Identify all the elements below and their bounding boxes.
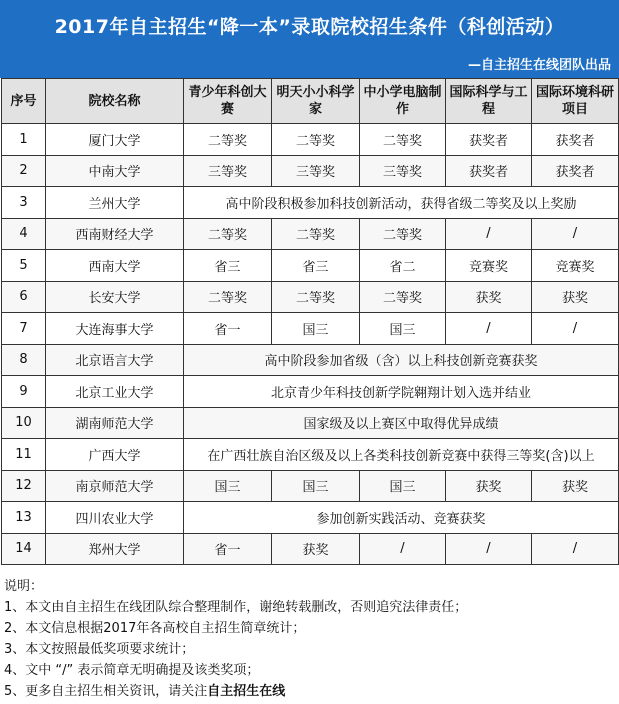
note-item: 3、本文按照最低奖项要求统计；	[4, 642, 195, 657]
table-row	[2, 313, 619, 345]
notes-section	[4, 576, 616, 702]
table-row	[2, 124, 619, 156]
cell-youth-contest: 省一	[184, 533, 272, 565]
table-row	[2, 470, 619, 502]
cell-little-scientist: 国三	[272, 313, 360, 345]
notes-heading: 说明：	[4, 579, 44, 594]
cell-intl-env: 获奖	[532, 281, 619, 313]
cell-school: 北京工业大学	[46, 376, 184, 408]
cell-youth-contest: 省一	[184, 313, 272, 345]
cell-computer-making: 国三	[360, 313, 446, 345]
cell-intl-env: 获奖者	[532, 155, 619, 187]
cell-no: 12	[2, 470, 46, 502]
cell-little-scientist: 二等奖	[272, 124, 360, 156]
note-item: 2、本文信息根据2017年各高校自主招生简章统计；	[4, 621, 306, 636]
cell-no: 4	[2, 218, 46, 250]
cell-intl-science: /	[446, 313, 532, 345]
cell-merged-requirement: 国家级及以上赛区中取得优异成绩	[184, 407, 619, 439]
cell-school: 长安大学	[46, 281, 184, 313]
cell-intl-science: 获奖	[446, 470, 532, 502]
table-body	[2, 124, 619, 565]
cell-intl-env: 获奖者	[532, 124, 619, 156]
cell-computer-making: /	[360, 533, 446, 565]
cell-little-scientist: 二等奖	[272, 281, 360, 313]
note-last-prefix: 5、更多自主招生相关资讯，请关注	[4, 684, 208, 699]
cell-intl-science: /	[446, 218, 532, 250]
cell-intl-science: /	[446, 533, 532, 565]
cell-school: 西南大学	[46, 250, 184, 282]
col-header-little-scientist: 明天小小科学家	[272, 79, 360, 124]
note-item: 1、本文由自主招生在线团队综合整理制作，谢绝转载删改，否则追究法律责任；	[4, 600, 468, 615]
cell-computer-making: 二等奖	[360, 281, 446, 313]
table-row	[2, 502, 619, 534]
cell-intl-env: 获奖	[532, 470, 619, 502]
cell-computer-making: 省二	[360, 250, 446, 282]
cell-intl-science: 获奖者	[446, 124, 532, 156]
cell-merged-requirement: 参加创新实践活动、竞赛获奖	[184, 502, 619, 534]
cell-intl-science: 获奖者	[446, 155, 532, 187]
note-last-bold: 自主招生在线	[207, 684, 286, 699]
cell-little-scientist: 省三	[272, 250, 360, 282]
cell-school: 四川农业大学	[46, 502, 184, 534]
col-header-no: 序号	[2, 79, 46, 124]
cell-merged-requirement: 北京青少年科技创新学院翱翔计划入选并结业	[184, 376, 619, 408]
cell-youth-contest: 二等奖	[184, 218, 272, 250]
cell-intl-env: /	[532, 218, 619, 250]
table-row	[2, 218, 619, 250]
cell-computer-making: 国三	[360, 470, 446, 502]
cell-no: 8	[2, 344, 46, 376]
table-row	[2, 281, 619, 313]
table-row	[2, 533, 619, 565]
col-header-youth-contest: 青少年科创大赛	[184, 79, 272, 124]
cell-no: 10	[2, 407, 46, 439]
cell-intl-env: /	[532, 533, 619, 565]
cell-intl-env: 竞赛奖	[532, 250, 619, 282]
cell-school: 广西大学	[46, 439, 184, 471]
cell-school: 西南财经大学	[46, 218, 184, 250]
note-item-last	[4, 681, 616, 702]
cell-little-scientist: 国三	[272, 470, 360, 502]
table-row	[2, 187, 619, 219]
byline: —自主招生在线团队出品	[467, 58, 611, 73]
cell-school: 南京师范大学	[46, 470, 184, 502]
table-row	[2, 250, 619, 282]
col-header-intl-env: 国际环境科研项目	[532, 79, 619, 124]
cell-no: 3	[2, 187, 46, 219]
cell-school: 郑州大学	[46, 533, 184, 565]
cell-youth-contest: 二等奖	[184, 124, 272, 156]
cell-merged-requirement: 在广西壮族自治区级及以上各类科技创新竞赛中获得三等奖(含)以上	[184, 439, 619, 471]
cell-computer-making: 二等奖	[360, 218, 446, 250]
cell-computer-making: 三等奖	[360, 155, 446, 187]
table-row	[2, 407, 619, 439]
cell-no: 9	[2, 376, 46, 408]
cell-intl-science: 竞赛奖	[446, 250, 532, 282]
table-row	[2, 155, 619, 187]
cell-youth-contest: 省三	[184, 250, 272, 282]
cell-no: 6	[2, 281, 46, 313]
cell-little-scientist: 获奖	[272, 533, 360, 565]
table-row	[2, 376, 619, 408]
cell-school: 北京语言大学	[46, 344, 184, 376]
cell-school: 兰州大学	[46, 187, 184, 219]
cell-little-scientist: 二等奖	[272, 218, 360, 250]
cell-school: 湖南师范大学	[46, 407, 184, 439]
cell-intl-env: /	[532, 313, 619, 345]
col-header-computer-making: 中小学电脑制作	[360, 79, 446, 124]
page-title: 2017年自主招生“降一本”录取院校招生条件（科创活动）	[54, 16, 565, 38]
cell-no: 2	[2, 155, 46, 187]
cell-merged-requirement: 高中阶段参加省级（含）以上科技创新竞赛获奖	[184, 344, 619, 376]
cell-no: 1	[2, 124, 46, 156]
table-row	[2, 344, 619, 376]
cell-school: 中南大学	[46, 155, 184, 187]
cell-computer-making: 二等奖	[360, 124, 446, 156]
cell-no: 13	[2, 502, 46, 534]
cell-merged-requirement: 高中阶段积极参加科技创新活动，获得省级二等奖及以上奖励	[184, 187, 619, 219]
cell-no: 14	[2, 533, 46, 565]
cell-no: 5	[2, 250, 46, 282]
header-row	[2, 79, 619, 124]
col-header-school: 院校名称	[46, 79, 184, 124]
cell-school: 厦门大学	[46, 124, 184, 156]
cell-no: 7	[2, 313, 46, 345]
table-row	[2, 439, 619, 471]
col-header-intl-science: 国际科学与工程	[446, 79, 532, 124]
note-item: 4、文中 “/” 表示简章无明确提及该类奖项；	[4, 663, 260, 678]
admission-table	[1, 78, 619, 565]
cell-youth-contest: 国三	[184, 470, 272, 502]
title-banner	[0, 0, 619, 78]
cell-school: 大连海事大学	[46, 313, 184, 345]
cell-no: 11	[2, 439, 46, 471]
cell-youth-contest: 二等奖	[184, 281, 272, 313]
cell-intl-science: 获奖	[446, 281, 532, 313]
cell-youth-contest: 三等奖	[184, 155, 272, 187]
cell-little-scientist: 三等奖	[272, 155, 360, 187]
